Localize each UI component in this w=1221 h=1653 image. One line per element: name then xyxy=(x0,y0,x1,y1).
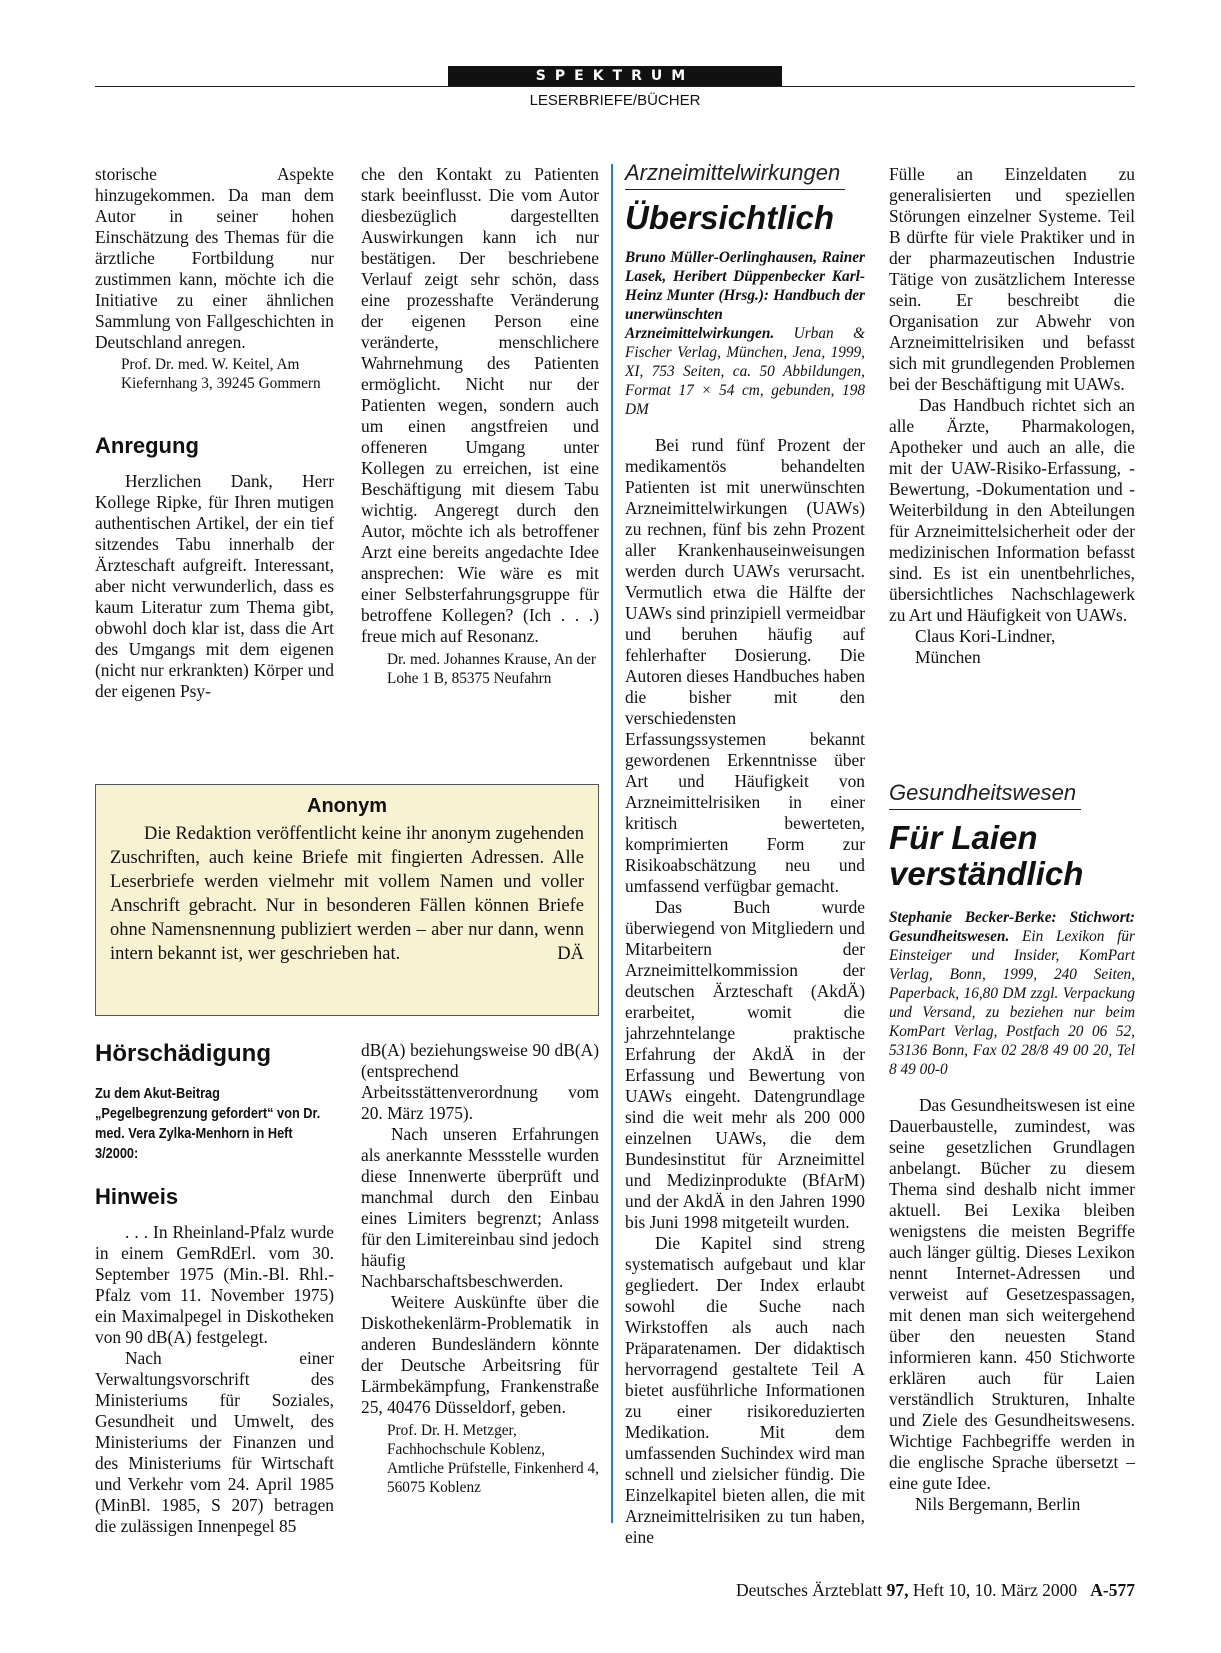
letter-heading-hinweis: Hinweis xyxy=(95,1184,179,1209)
letter-paragraph: Nach einer Verwaltungsvorschrift des Ministeriums für Soziales, Gesundheit und Umwelt, des Ministeriums der Finanzen und des Ministeriums für Wirtschaft und Verkehr vom 24. April 1985 (MinBl. 1985, S 207) betragen die zulässigen Innenpegel 85 xyxy=(95,1348,334,1536)
subsection-label: LESERBRIEFE/BÜCHER xyxy=(529,92,701,109)
letter-body-continuation: che den Kontakt zu Patienten stark beeinflusst. Die vom Autor diesbezüglich dargestellten Auswirkungen kann ich nur bestätigen. Der beschriebene Verlauf zeigt sehr schön, dass eine prozesshafte Veränderung der eigenen Person eine veränderte, menschlichere Wahrnehmung des Patienten ermöglicht. Nicht nur der Patienten wegen, sondern auch um einen angstfreien und offeneren Umgang unter Kollegen zu erreichen, ist eine Beschäftigung mit diesem Tabu wichtig. Angeregt durch den Autor, möchte ich als betroffener Arzt eine bereits angedachte Idee ansprechen: Wie wäre es mit einer Selbsterfahrungsgruppe für betroffene Kollegen? (Ich . . .) freue mich auf Resonanz. xyxy=(361,164,599,646)
page-footer xyxy=(600,1580,1135,1601)
letter-body-anregung: Herzlichen Dank, Herr Kollege Ripke, für Ihren mutigen authentischen Artikel, der ein tief sitzendes Tabu innerhalb der Ärzteschaft aufgreift. Interessant, aber nicht verwunderlich, dass es kaum Literatur zum Thema gibt, obwohl doch klar ist, dass die Art des Umgangs mit dem eigenen (nicht nur erkrankten) Körper und der eigenen Psy- xyxy=(95,471,334,701)
letter-signature: Dr. med. Johannes Krause, An der Lohe 1 B, 85375 Neufahrn xyxy=(387,651,597,687)
letter-paragraph: Weitere Auskünfte über die Diskothekenlärm-Problematik in anderen Bundesländern könnte der Deutsche Arbeitsring für Lärmbekämpfung, Frankenstraße 25, 40476 Düsseldorf, geben. xyxy=(361,1292,599,1417)
review-kicker: Arzneimittelwirkungen xyxy=(625,160,845,190)
journal-volume: 97, xyxy=(886,1580,909,1600)
book-authors: Bruno Müller-Oerlinghausen, Rainer Lasek, Heribert Düppenbecker Karl-Heinz Munter (Hrsg.): Handbuch der unerwünschten Arzneimittelwirkungen. xyxy=(625,249,865,342)
review-paragraph: Fülle an Einzeldaten zu generalisierten und speziellen Störungen einzelner Systeme. Teil B dürfte für viele Praktiker und in der pharmazeutischen Industrie Tätige von zusätzlichem Interesse sein. Er beschreibt die Organisation zur Abwehr von Arzneimittelrisiken und befasst sich mit grundlegenden Problemen bei der Beschäftigung mit UAWs. xyxy=(889,164,1135,394)
review-title-line-1: Für Laien xyxy=(889,819,1038,856)
review-signature-city: München xyxy=(915,647,981,667)
column-1 xyxy=(95,164,334,702)
article-lead: Zu dem Akut-Beitrag „Pegelbegrenzung gefordert“ von Dr. med. Vera Zylka-Menhorn in Heft 3/2000: xyxy=(95,1085,321,1162)
review-column-1 xyxy=(625,160,865,1548)
book-authors: Stephanie Becker-Berke: Stichwort: Gesundheitswesen. xyxy=(889,909,1135,945)
review2-column xyxy=(889,780,1135,1515)
notice-title: Anonym xyxy=(307,795,387,817)
page-number: A-577 xyxy=(1090,1580,1135,1600)
section-banner: SPEKTRUM xyxy=(448,66,782,87)
notice-body: Die Redaktion veröffentlicht keine ihr anonym zugehenden Zuschriften, auch keine Briefe mit fingierten Adressen. Alle Leserbriefe werden vielmehr mit vollem Namen und voller Anschrift gebracht. Nur in besonderen Fällen können Briefe ohne Namensnennung publiziert werden – aber nur dann, wenn intern bekannt ist, wer geschrieben hat. xyxy=(110,824,584,964)
header-rule xyxy=(95,86,1135,87)
book-citation xyxy=(889,908,1135,1079)
review-paragraph: Die Kapitel sind streng systematisch aufgebaut und klar gegliedert. Der Index erlaubt sowohl die Suche nach Wirkstoffen als auch nach Präparatenamen. Der didaktisch hervorragend gestaltete Teil A bietet ausführliche Informationen zu einer risikoreduzierten Medikation. Mit dem umfassenden Suchindex wird man schnell und zielsicher fündig. Die Einzelkapitel bieten allen, die mit Arzneimittelrisiken zu tun haben, eine xyxy=(625,1233,865,1547)
notice-box xyxy=(95,784,599,1016)
review-kicker: Gesundheitswesen xyxy=(889,780,1081,810)
review-signature: Nils Bergemann, Berlin xyxy=(915,1494,1081,1514)
review-signature: Claus Kori-Lindner, xyxy=(915,626,1056,646)
journal-name: Deutsches Ärzteblatt xyxy=(735,1580,883,1600)
letter-paragraph: . . . In Rheinland-Pfalz wurde in einem GemRdErl. vom 30. September 1975 (Min.-Bl. Rhl.-Pfalz vom 11. November 1975) ein Maximalpegel in Diskotheken von 90 dB(A) festgelegt. xyxy=(95,1222,334,1347)
review-paragraph: Bei rund fünf Prozent der medikamentös behandelten Patienten ist mit unerwünschten Arzneimittelwirkungen (UAWs) zu rechnen, fünf bis zehn Prozent aller Krankenhauseinweisungen werden durch UAWs verursacht. Vermutlich etwa die Hälfte der UAWs sind prinzipiell vermeidbar und beruhen häufig auf fehlerhafter Dosierung. Die Autoren dieses Handbuches haben die bisher mit den verschiedensten Erfassungssystemen bekannt gewordenen Erkenntnisse über Art und Häufigkeit von Arzneimittelrisiken in einer kritisch bewerteten, komprimierten Form zur Risikoabschätzung neu und umfassend verfügbar gemacht. xyxy=(625,435,866,896)
review-title-line-2: verständlich xyxy=(889,855,1084,892)
hoerschaedigung-col-1 xyxy=(95,1040,334,1537)
review-title xyxy=(889,820,1135,892)
book-details: Urban & Fischer Verlag, München, Jena, 1999, XI, 753 Seiten, ca. 50 Abbildungen, Format 17 × 54 cm, gebunden, 198 DM xyxy=(625,325,865,418)
review-paragraph: Das Handbuch richtet sich an alle Ärzte, Pharmakologen, Apotheker und auch an alle, die mit der UAW-Risiko-Erfassung, -Bewertung, -Dokumentation und -Weiterbildung in den Abteilungen für Arzneimittelsicherheit oder der medizinischen Information befasst sind. Es ist ein unentbehrliches, übersichtliches Nachschlagewerk zu Art und Häufigkeit von UAWs. xyxy=(889,395,1135,625)
journal-issue: Heft 10, 10. März 2000 xyxy=(912,1580,1078,1600)
letter-signature: Prof. Dr. H. Metzger, Fachhochschule Koblenz, Amtliche Prüfstelle, Finkenherd 4, 56075 Koblenz xyxy=(387,1422,599,1496)
letter-paragraph: Nach unseren Erfahrungen als anerkannte Messstelle wurden diese Innenwerte überprüft und manchmal durch den Einbau eines Limiters begrenzt; Anlass für den Limitereinbau sind jedoch häufig Nachbarschaftsbeschwerden. xyxy=(361,1124,599,1291)
letter-continuation: storische Aspekte hinzugekommen. Da man dem Autor in seiner hohen Einschätzung des Themas für die ärztliche Fortbildung nur zustimmen kann, möchte ich die Initiative zu einer ähnlichen Sammlung von Fallgeschichten in Deutschland anregen. xyxy=(95,164,334,352)
article-title-hoerschaedigung: Hörschädigung xyxy=(95,1040,272,1067)
book-citation xyxy=(625,248,865,419)
review-column-2 xyxy=(889,164,1135,668)
letter-signature: Prof. Dr. med. W. Keitel, Am Kiefernhang 3, 39245 Gommern xyxy=(121,356,321,392)
book-details: Ein Lexikon für Einsteiger und Insider, KomPart Verlag, Bonn, 1999, 240 Seiten, Paperback, 16,80 DM zzgl. Verpackung und Versand, zu beziehen nur beim KomPart Verlag, Postfach 20 06 52, 53136 Bonn, Fax 02 28/8 49 00 20, Tel 8 49 00-0 xyxy=(889,928,1135,1078)
review-paragraph: Das Buch wurde überwiegend von Mitgliedern und Mitarbeitern der Arzneimittelkommission der deutschen Ärzteschaft (AkdÄ) erarbeitet, womit die jahrzehntelange praktische Erfahrung der AkdÄ in der Erfassung und Bewertung von UAWs eingeht. Datengrundlage sind die weit mehr als 200 000 einzelnen UAWs, die dem Bundesinstitut für Arzneimittel und Medizinprodukte (BfArM) und der AkdÄ in den Jahren 1990 bis Juni 1998 mitgeteilt wurden. xyxy=(625,897,865,1232)
hoerschaedigung-col-2 xyxy=(361,1040,599,1497)
review-title: Übersichtlich xyxy=(625,199,835,236)
column-2 xyxy=(361,164,599,688)
notice-text xyxy=(110,822,584,966)
column-divider xyxy=(611,164,613,1523)
letter-paragraph: dB(A) beziehungsweise 90 dB(A) (entsprechend Arbeitsstättenverordnung vom 20. März 1975). xyxy=(361,1040,599,1123)
notice-initials: DÄ xyxy=(557,944,584,964)
review-paragraph: Das Gesundheitswesen ist eine Dauerbaustelle, zumindest, was seine gesetzlichen Grundlagen anbelangt. Bücher zu diesem Thema sind deshalb nicht immer aktuell. Bei Lexika bleiben wenigstens die meisten Begriffe auch länger gültig. Dieses Lexikon nennt Internet-Adressen und verweist auf Gesetzespassagen, mit denen man sich weitergehend über den neuesten Stand informieren kann. 450 Stichworte erklären auch für Laien verständlich Strukturen, Inhalte und Ziele des Gesundheitswesens. Wichtige Fachbegriffe werden in die englische Sprache übersetzt – eine gute Idee. xyxy=(889,1095,1135,1493)
letter-heading-anregung: Anregung xyxy=(95,433,199,458)
